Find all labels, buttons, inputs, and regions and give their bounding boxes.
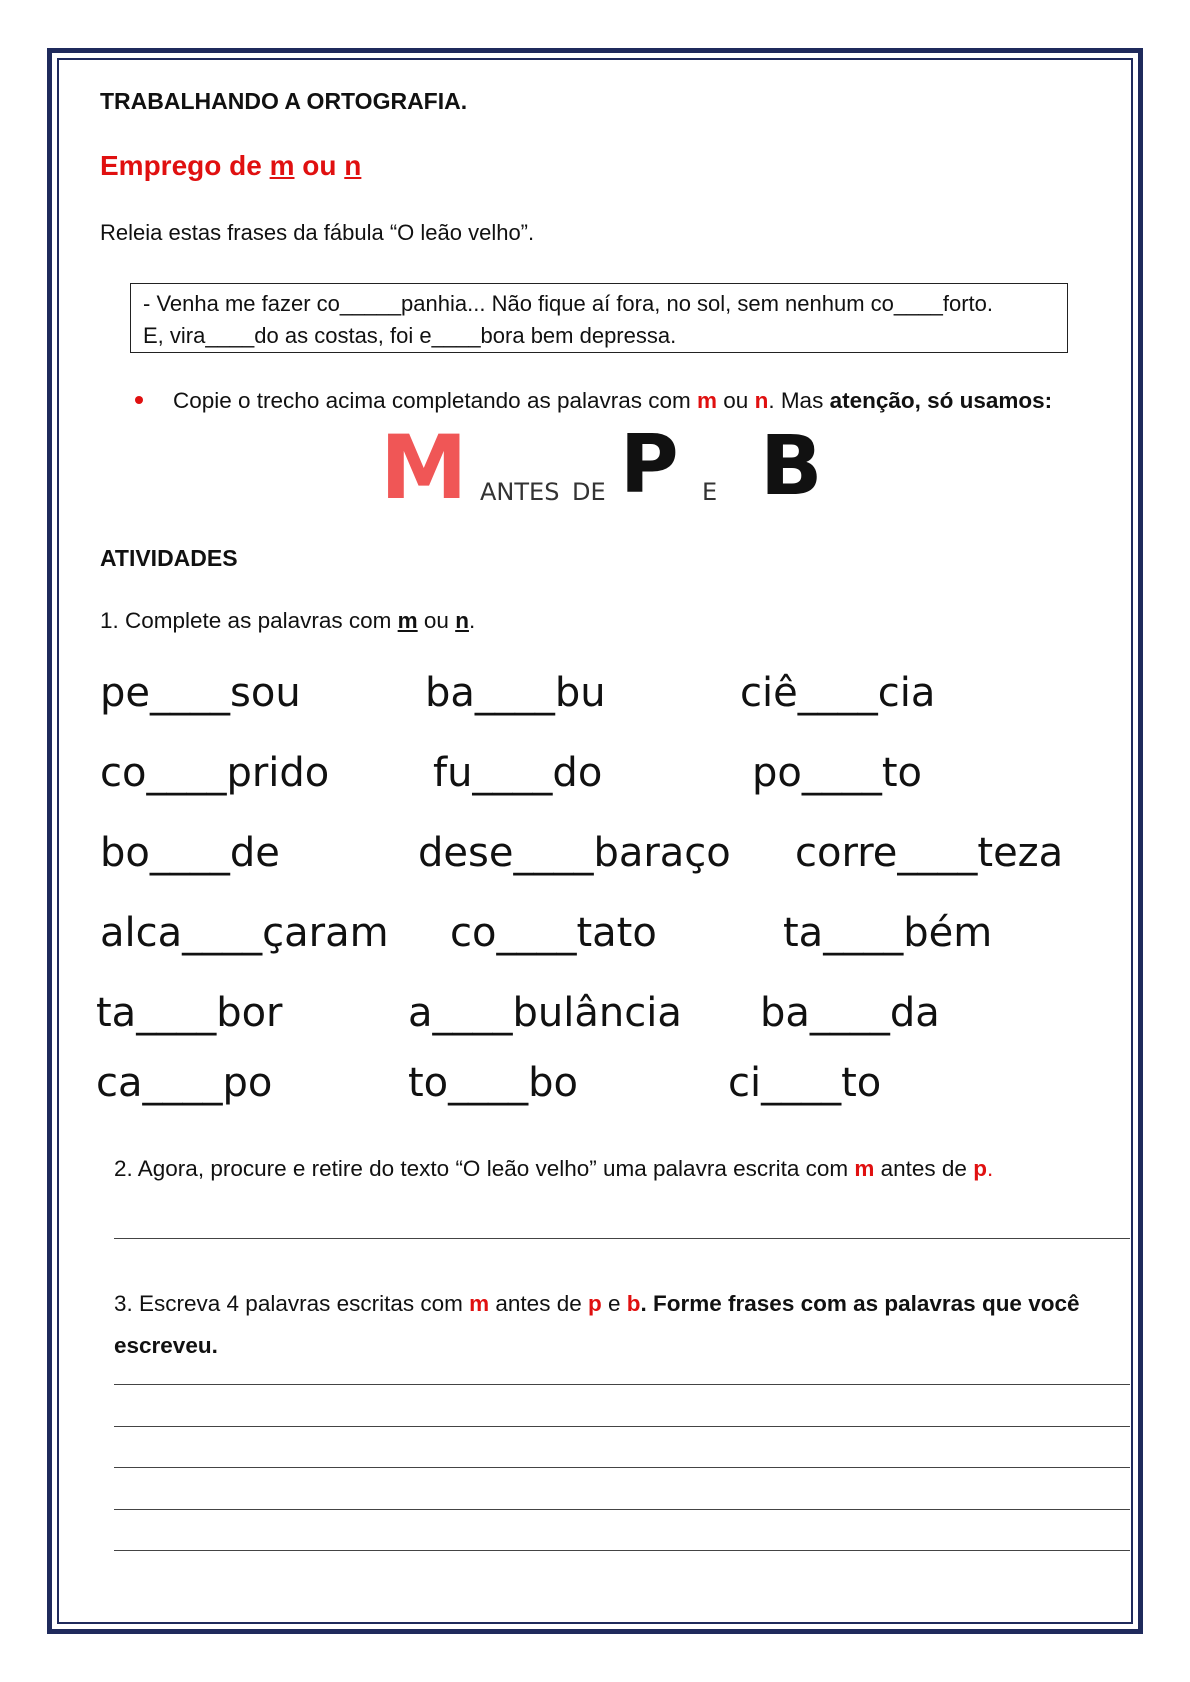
instruction-n: n <box>754 388 769 413</box>
answer-line[interactable] <box>114 1426 1130 1427</box>
q3-mid2: e <box>601 1291 627 1316</box>
graphic-letter-m: M <box>380 420 468 505</box>
word-item: fu____do <box>433 750 603 796</box>
question-2 <box>114 1156 993 1182</box>
subtitle-n: n <box>344 150 362 181</box>
q3-p: p <box>587 1291 602 1316</box>
word-item: bo____de <box>100 830 280 876</box>
word-item: ba____bu <box>425 670 606 716</box>
instruction-m: m <box>697 388 718 413</box>
word-item: ta____bém <box>783 910 993 956</box>
question-1 <box>100 608 475 634</box>
q1-mid: ou <box>417 608 456 633</box>
instruction-part3: . Mas <box>768 388 830 413</box>
q3-m: m <box>469 1291 490 1316</box>
word-item: pe____sou <box>100 670 301 716</box>
page-title: TRABALHANDO A ORTOGRAFIA. <box>100 88 468 114</box>
q2-prefix: 2. Agora, procure e retire do texto “O leão velho” uma palavra escrita com <box>114 1156 855 1181</box>
word-item: corre____teza <box>795 830 1064 876</box>
word-item: co____prido <box>100 750 330 796</box>
subtitle-prefix: Emprego de <box>100 150 270 181</box>
graphic-word-de: DE <box>572 478 606 505</box>
q1-suffix: . <box>468 608 476 633</box>
instruction-bullet <box>135 388 1052 414</box>
q1-m: m <box>397 608 418 633</box>
q3-prefix: 3. Escreva 4 palavras escritas com <box>114 1291 470 1316</box>
answer-line[interactable] <box>114 1238 1130 1239</box>
q3-bold: . Forme frases com as palavras que você escreveu. <box>114 1291 1080 1358</box>
word-item: to____bo <box>408 1060 579 1106</box>
answer-line[interactable] <box>114 1384 1130 1385</box>
q3-b: b <box>626 1291 641 1316</box>
section-subtitle <box>100 150 361 182</box>
graphic-letter-p: P <box>620 420 679 505</box>
bullet-icon <box>135 396 143 404</box>
word-item: ca____po <box>96 1060 273 1106</box>
word-item: po____to <box>752 750 923 796</box>
answer-line[interactable] <box>114 1550 1130 1551</box>
word-item: ciê____cia <box>740 670 936 716</box>
excerpt-box <box>130 283 1068 353</box>
word-item: a____bulância <box>408 990 682 1036</box>
subtitle-m: m <box>269 150 295 181</box>
q1-prefix: 1. Complete as palavras com <box>100 608 398 633</box>
answer-line[interactable] <box>114 1509 1130 1510</box>
q2-m: m <box>854 1156 875 1181</box>
question-3 <box>114 1283 1094 1367</box>
graphic-word-e: E <box>702 478 718 505</box>
instruction-part1: Copie o trecho acima completando as palavras com <box>173 388 698 413</box>
word-item: alca____çaram <box>100 910 389 956</box>
word-item: ta____bor <box>96 990 283 1036</box>
activities-heading: ATIVIDADES <box>100 545 238 571</box>
instruction-bold: atenção, só usamos: <box>829 388 1053 413</box>
subtitle-mid: ou <box>294 150 345 181</box>
q3-mid1: antes de <box>489 1291 588 1316</box>
excerpt-line-1: - Venha me fazer co_____panhia... Não fique aí fora, no sol, sem nenhum co____forto. <box>143 291 993 316</box>
instruction-part2: ou <box>717 388 755 413</box>
word-item: ci____to <box>728 1060 882 1106</box>
q2-suffix: . <box>986 1156 994 1181</box>
m-before-p-b-graphic <box>380 420 840 505</box>
word-item: dese____baraço <box>418 830 731 876</box>
q2-mid: antes de <box>874 1156 974 1181</box>
word-item: ba____da <box>760 990 940 1036</box>
intro-text: Releia estas frases da fábula “O leão velho”. <box>100 220 535 245</box>
q2-p: p <box>973 1156 987 1181</box>
graphic-letter-b: B <box>760 420 823 505</box>
graphic-word-antes: ANTES <box>480 478 560 505</box>
word-item: co____tato <box>450 910 657 956</box>
q1-n: n <box>455 608 469 633</box>
answer-line[interactable] <box>114 1467 1130 1468</box>
excerpt-line-2: E, vira____do as costas, foi e____bora bem depressa. <box>143 323 677 348</box>
